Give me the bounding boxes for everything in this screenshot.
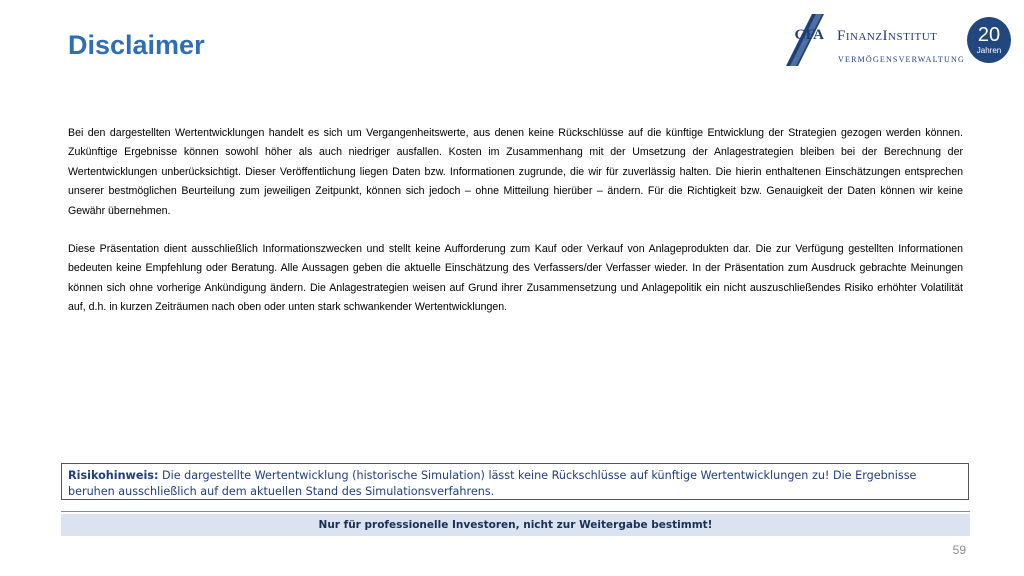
footer-notice-bar [61,514,970,536]
page-title: Disclaimer [68,30,205,60]
risk-notice-text: Die dargestellte Wertentwicklung (historische Simulation) lässt keine Rückschlüsse auf künftige Wertentwicklungen zu! Die Ergebnisse beruhen ausschließlich auf dem aktuellen Stand des Simulationsverfahrens. [68,469,917,498]
footer-divider [61,511,970,512]
disclaimer-body [68,124,963,337]
logo-company-name: FinanzInstitut [837,28,938,44]
company-logo [782,12,965,68]
anniversary-number: 20 [977,24,1001,46]
logo-abbrev: GFA [794,27,824,43]
anniversary-seal [967,17,1011,63]
logo-company-subtitle: VERMÖGENSVERWALTUNG [838,55,965,64]
risk-notice-box [61,463,969,500]
disclaimer-paragraph: Bei den dargestellten Wertentwicklungen handelt es sich um Vergangenheitswerte, aus denen keine Rückschlüsse auf die künftige Entwicklung der Strategien gezogen werden können. Zukünftige Ergebnisse können sowohl höher als auch niedriger ausfallen. Kosten im Zusammenhang mit der Umsetzung der Anlagestrategien bleiben bei der Berechnung der Wertentwicklungen unberücksichtigt. Dieser Veröffentlichung liegen Daten bzw. Informationen zugrunde, die wir für zuverlässig halten. Die hierin enthaltenen Einschätzungen entsprechen unserer bestmöglichen Beurteilung zum jeweiligen Zeitpunkt, können sich jedoch – ohne Mitteilung hierüber – ändern. Für die Richtigkeit bzw. Genauigkeit der Daten können wir keine Gewähr übernehmen. [68,127,963,217]
footer-notice-text: Nur für professionelle Investoren, nicht zur Weitergabe bestimmt! [318,519,713,531]
page-number: 59 [952,543,966,557]
risk-notice-label: Risikohinweis: [68,469,159,482]
anniversary-label: Jahren [976,46,1002,55]
disclaimer-paragraph: Diese Präsentation dient ausschließlich Informationszwecken und stellt keine Aufforderung zum Kauf oder Verkauf von Anlageprodukten dar. Die zur Verfügung gestellten Informationen bedeuten keine Empfehlung oder Beratung. Alle Aussagen geben die aktuelle Einschätzung des Verfassers/der Verfasser wieder. In der Präsentation zum Ausdruck gebrachte Meinungen können sich ohne vorherige Ankündigung ändern. Die Anlagestrategien weisen auf Grund ihrer Zusammensetzung und Anlagepolitik ein nicht auszuschließendes Risiko erhöhter Volatilität auf, d.h. in kurzen Zeiträumen nach oben oder unten stark schwankender Wertentwicklungen. [68,243,963,314]
